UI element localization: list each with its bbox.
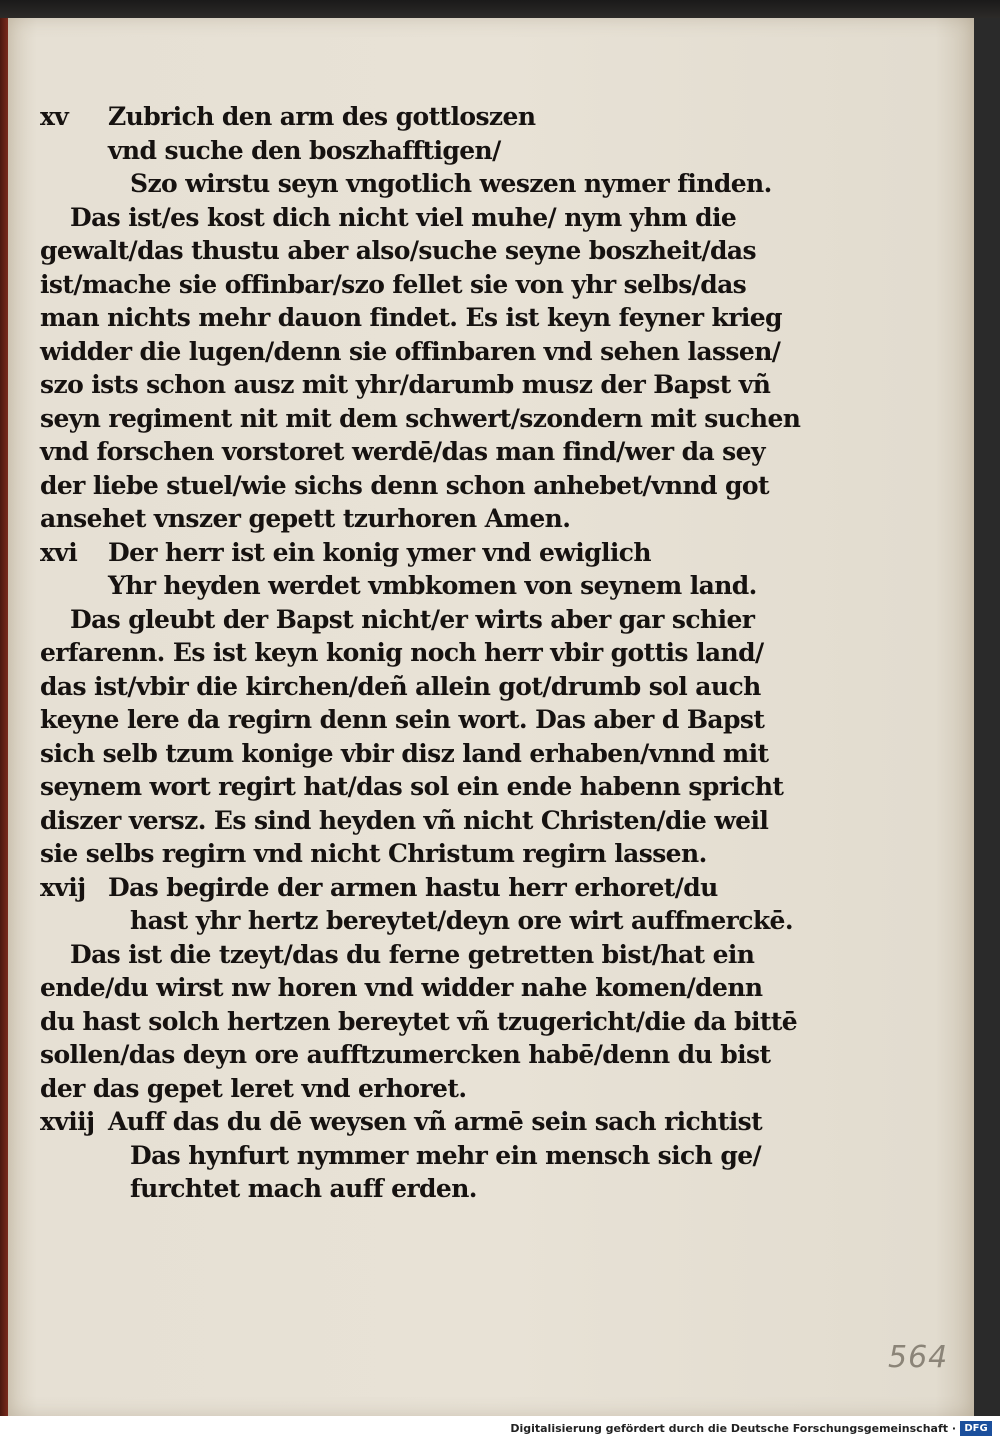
text-line [40,703,780,737]
text-line [40,971,780,1005]
text-line [40,804,780,838]
line-text: keyne lere da regirn denn sein wort. Das aber d Bapst [40,705,765,734]
line-text: ende/du wirst nw horen vnd widder nahe komen/denn [40,973,763,1002]
line-text: gewalt/das thustu aber also/suche seyne boszheit/das [40,236,756,265]
line-text: ist/mache sie offinbar/szo fellet sie von yhr selbs/das [40,269,747,299]
line-text: das ist/vbir die kirchen/deñ allein got/drumb sol auch [40,671,761,701]
dfg-logo: DFG [960,1421,992,1436]
verse-number: xv [40,102,69,131]
line-text: vnd suche den boszhafftigen/ [108,135,501,165]
line-text: Szo wirstu seyn vngotlich weszen nymer finden. [130,169,772,198]
line-text: du hast solch hertzen bereytet vñ tzugericht/die da bittē [40,1006,798,1036]
text-line [40,770,784,804]
line-text: Das hynfurt nymmer mehr ein mensch sich ge/ [130,1140,762,1170]
text-line [40,1038,780,1072]
text-line [40,1072,780,1106]
text-line [40,536,780,570]
text-line [40,603,780,637]
text-line [40,201,780,235]
line-text: sie selbs regirn vnd nicht Christum regirn lassen. [40,839,707,868]
text-line [40,1105,780,1139]
text-line [40,1139,780,1173]
text-line [40,402,801,436]
text-line [40,904,793,938]
text-line [40,368,780,402]
footer-bar [0,1416,1000,1442]
line-text: sich selb tzum konige vbir disz land erhaben/vnnd mit [40,738,769,768]
page-text [40,100,801,1206]
text-line [40,134,780,168]
line-text: erfarenn. Es ist keyn konig noch herr vbir gottis land/ [40,638,764,667]
line-text: ansehet vnszer gepett tzurhoren Amen. [40,504,571,533]
text-line [40,301,780,335]
line-text: Der herr ist ein konig ymer vnd ewiglich [108,537,651,567]
line-text: Das ist die tzeyt/das du ferne getretten bist/hat ein [70,939,755,969]
line-text: szo ists schon ausz mit yhr/darumb musz der Bapst vñ [40,370,771,399]
line-text: der liebe stuel/wie sichs denn schon anhebet/vnnd got [40,470,769,500]
footer-credit: Digitalisierung gefördert durch die Deutsche Forschungsgemeinschaft · [510,1422,956,1435]
verse-number: xvi [40,537,78,567]
line-text: man nichts mehr dauon findet. Es ist keyn feyner krieg [40,303,782,332]
text-line [40,636,780,670]
line-text: seyn regiment nit mit dem schwert/szondern mit suchen [40,403,801,433]
text-line [40,435,780,469]
line-text: Zubrich den arm des gottloszen [108,102,536,131]
line-text: hast yhr hertz bereytet/deyn ore wirt auffmerckē. [130,906,793,935]
line-text: der das gepet leret vnd erhoret. [40,1073,467,1103]
text-line [40,268,780,302]
line-text: seynem wort regirt hat/das sol ein ende habenn spricht [40,772,784,801]
line-text: Das gleubt der Bapst nicht/er wirts aber gar schier [70,604,755,634]
text-line [40,569,780,603]
line-text: vnd forschen vorstoret werdē/das man find/wer da sey [40,437,765,466]
text-line [40,737,780,771]
line-text: Das ist/es kost dich nicht viel muhe/ nym yhm die [70,202,737,232]
folio-number: 564 [888,1340,949,1375]
verse-number: xviij [40,1107,95,1136]
book-spine [0,18,8,1418]
text-line [40,1005,798,1039]
text-line [40,234,780,268]
line-text: Yhr heyden werdet vmbkomen von seynem land. [108,571,757,600]
line-text: widder die lugen/denn sie offinbaren vnd sehen lassen/ [40,336,781,366]
text-line [40,469,780,503]
line-text: Das begirde der armen hastu herr erhoret/du [108,872,718,902]
top-strip [0,0,1000,18]
text-line [40,502,780,536]
text-line [40,837,780,871]
text-line [40,335,780,369]
text-line [40,167,780,201]
line-text: sollen/das deyn ore aufftzumercken habē/denn du bist [40,1040,771,1069]
text-line [40,100,780,134]
text-line [40,871,780,905]
line-text: Auff das du dē weysen vñ armē sein sach richtist [108,1107,763,1136]
line-text: furchtet mach auff erden. [130,1174,477,1203]
text-line [40,670,780,704]
verse-number: xvij [40,872,86,902]
line-text: diszer versz. Es sind heyden vñ nicht Christen/die weil [40,805,769,835]
text-line [40,938,780,972]
text-line [40,1172,780,1206]
